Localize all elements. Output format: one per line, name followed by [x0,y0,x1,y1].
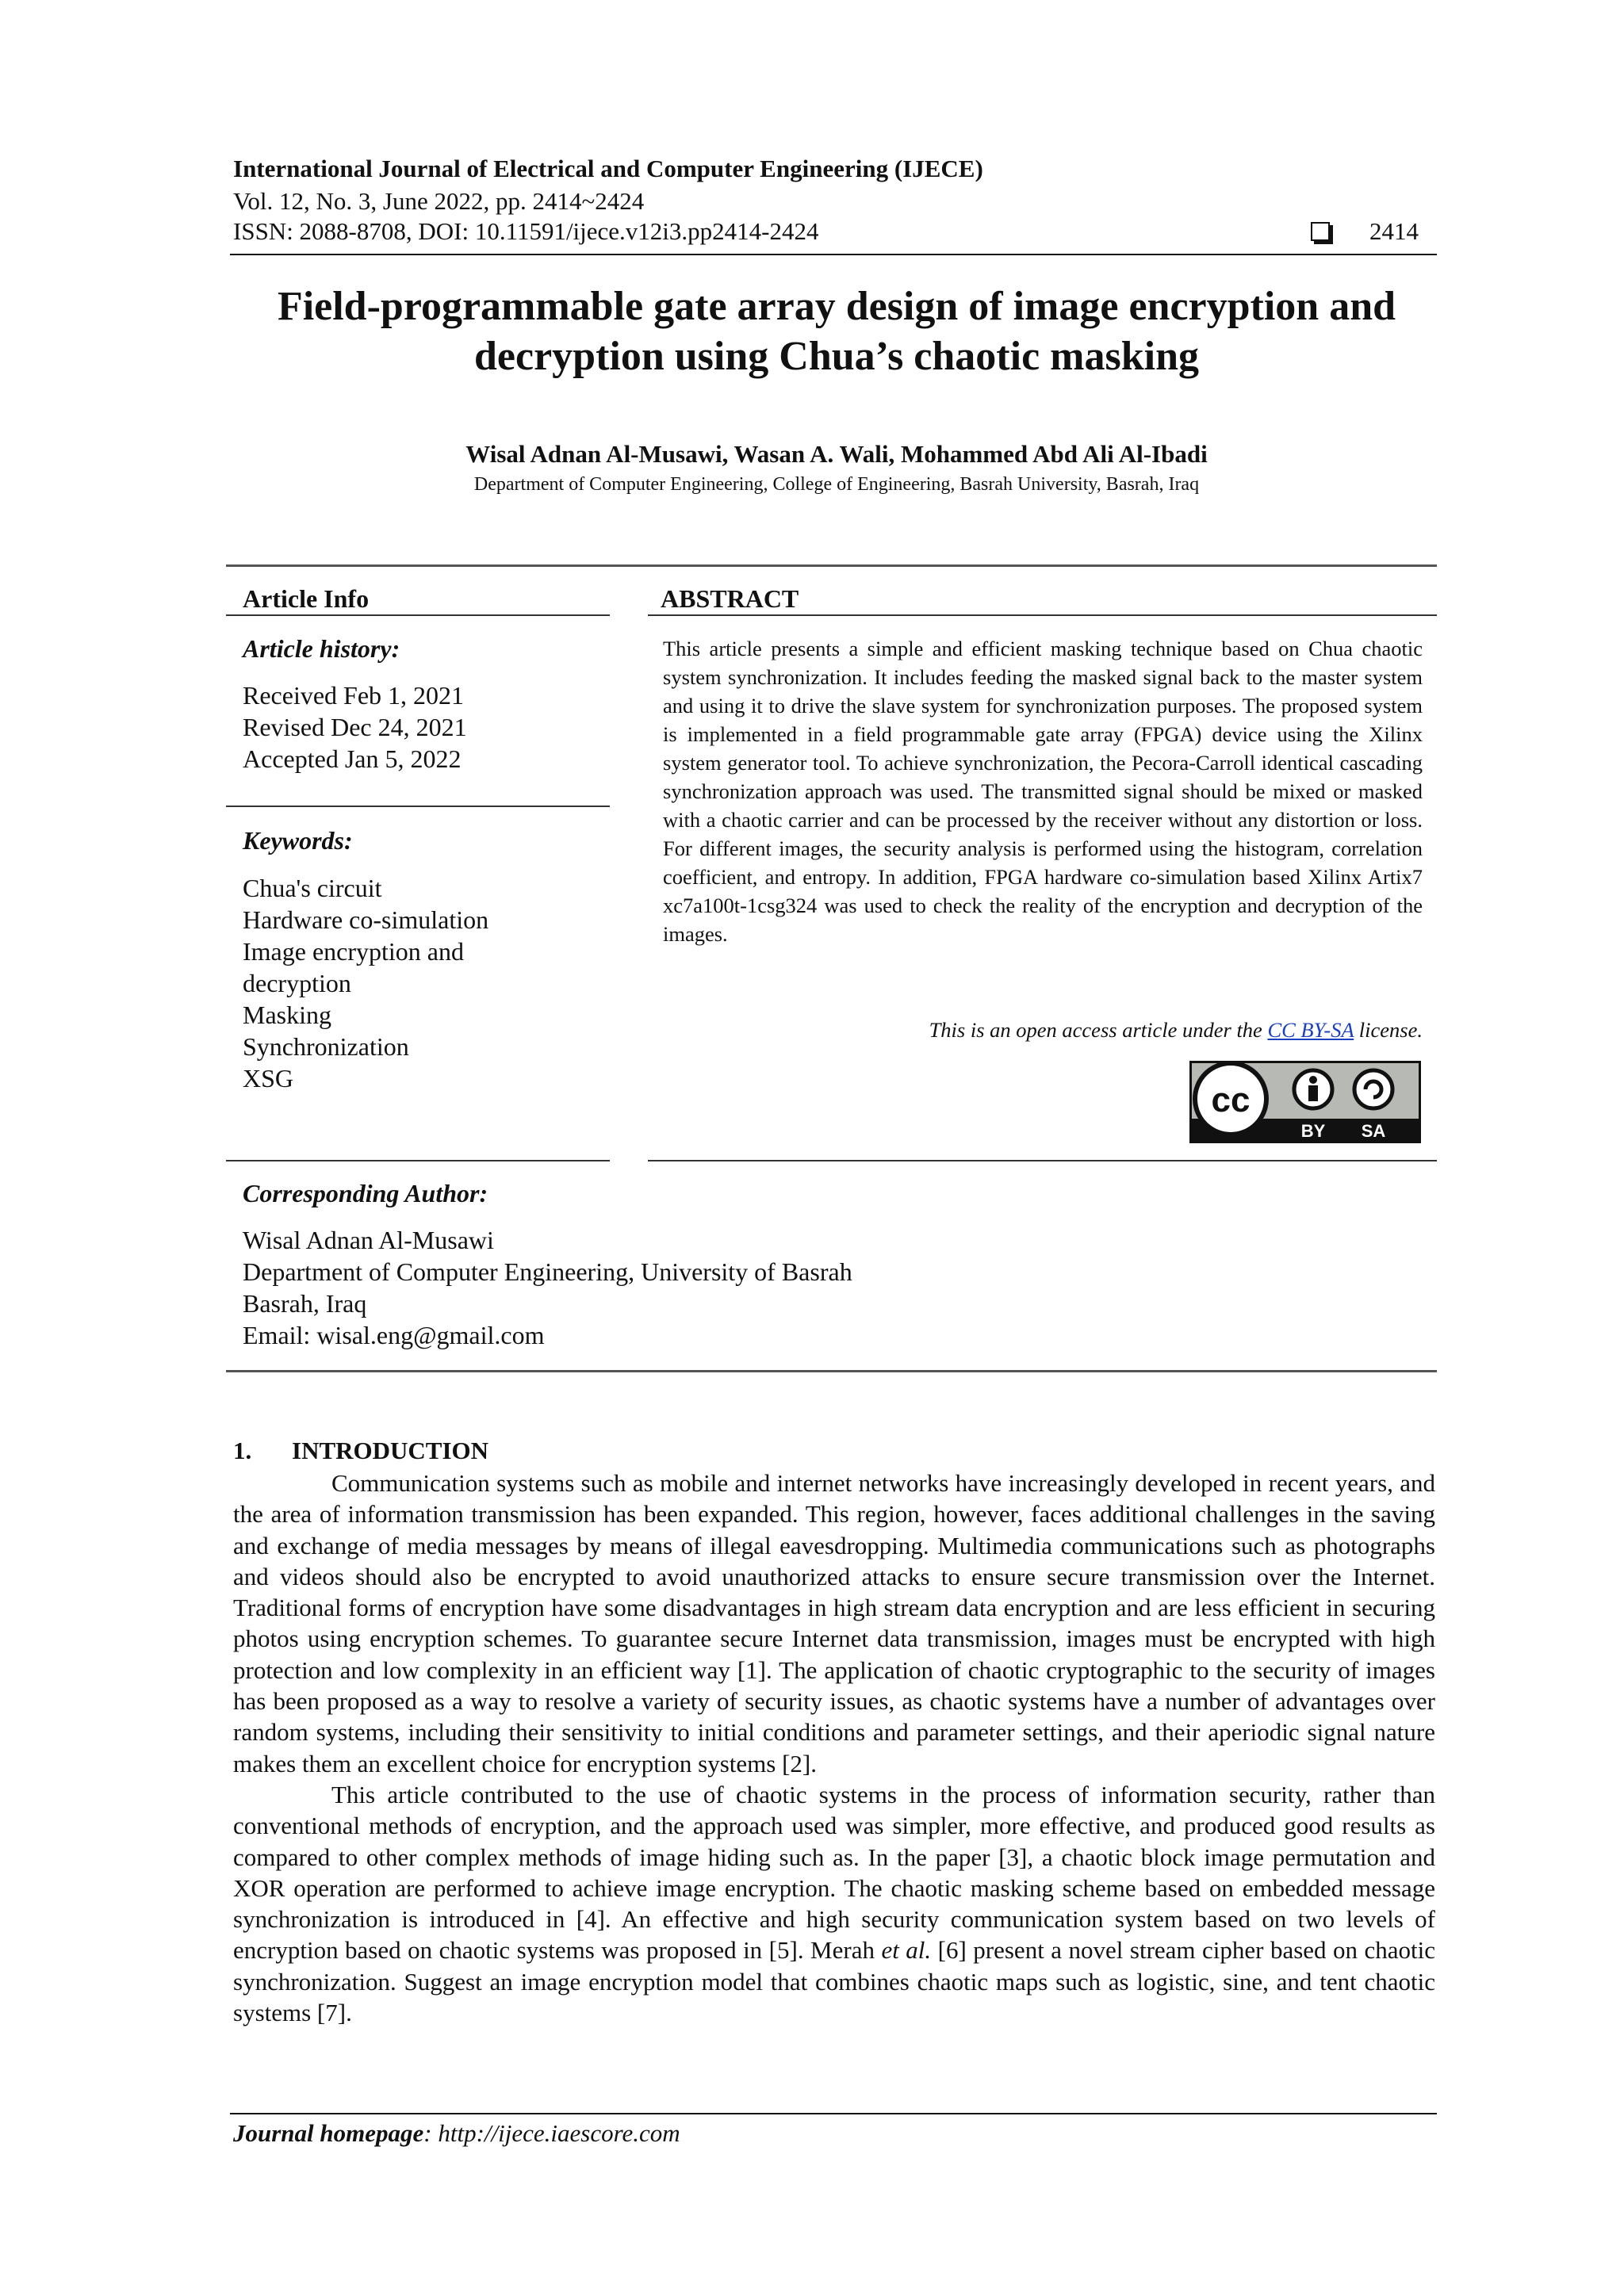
history-received: Received Feb 1, 2021 [243,681,465,710]
keyword: Hardware co-simulation [243,905,489,934]
abstract-heading: ABSTRACT [661,584,799,613]
keyword: decryption [243,969,351,997]
header-rule [230,254,1437,255]
abstract-text: This article presents a simple and efficient masking technique based on Chua chaotic system synchronization. It includes feeding the masked signal back to the master system and using it to drive the slave system for synchronization purposes. The proposed system is implemented in a field programmable gate array (FPGA) device using the Xilinx system generator tool. To achieve synchronization, the Pecora-Carroll identical cascading synchronization approach was used. The transmitted signal should be mixed or masked with a chaotic carrier and can be processed by the receiver without any distortion or loss. For different images, the security analysis is performed using the histogram, correlation coefficient, and entropy. In addition, FPGA hardware co-simulation based Xilinx Artix7 xc7a100t-1csg324 was used to check the reality of the encryption and decryption of the images. [663,637,1423,946]
corresponding-email: Email: wisal.eng@gmail.com [243,1321,545,1349]
section-heading-introduction [233,1437,488,1465]
divider [648,1160,1437,1161]
keyword: Synchronization [243,1032,409,1061]
journal-issn-doi: ISSN: 2088-8708, DOI: 10.11591/ijece.v12i3.pp2414-2424 [233,217,819,245]
share-alike-icon [1354,1070,1392,1108]
license-prefix: This is an open access article under the [929,1018,1268,1042]
history-revised: Revised Dec 24, 2021 [243,713,467,741]
homepage-label: Journal homepage [233,2119,424,2147]
authors: Wisal Adnan Al-Musawi, Wasan A. Wali, Mohammed Abd Ali Al-Ibadi [465,440,1208,468]
affiliation: Department of Computer Engineering, College of Engineering, Basrah University, Basrah, Iraq [473,474,1200,495]
keyword: Chua's circuit [243,874,382,902]
badge-sa-label: SA [1361,1121,1386,1141]
license-statement [663,1018,1423,1043]
history-accepted: Accepted Jan 5, 2022 [243,744,462,773]
square-bullet-icon [1311,222,1330,241]
attribution-icon-body [1308,1085,1318,1101]
corresponding-author-heading: Corresponding Author: [243,1179,488,1207]
intro-paragraph-1: Communication systems such as mobile and internet networks have increasingly developed in recent years, and the area of information transmission has been expanded. This region, however, faces additional challenges in the saving and exchange of media messages by means of illegal eavesdropping. Multimedia communications such as photographs and videos should also be encrypted to avoid unauthorized attacks to ensure secure transmission over the Internet. Traditional forms of encryption have some disadvantages in high stream data encryption and are less efficient in securing photos using encryption schemes. To guarantee secure Internet data transmission, images must be encrypted with high protection and low complexity in an efficient way [1]. The application of chaotic cryptographic to the security of images has been proposed as a way to resolve a variety of security issues, as chaotic systems have a number of advantages over random systems, including their sensitivity to initial conditions and parameter settings, and their aperiodic signal nature makes them an excellent choice for encryption systems [2]. [233,1469,1435,1777]
section-title: INTRODUCTION [292,1437,489,1464]
article-info-heading: Article Info [243,584,370,613]
paper-title-line2: decryption using Chua’s chaotic masking [474,334,1199,379]
badge-by-label: BY [1300,1121,1326,1141]
paper-title [182,281,1491,381]
cc-by-sa-badge[interactable] [1189,1061,1421,1143]
paper-title-line1: Field-programmable gate array design of image encryption and [277,284,1396,329]
divider [648,614,1437,616]
cc-icon-text: cc [1211,1081,1251,1119]
info-top-rule [226,564,1437,567]
divider [226,614,610,616]
keyword: Masking [243,1001,331,1029]
journal-name: International Journal of Electrical and Computer Engineering (IJECE) [233,155,983,182]
keyword: XSG [243,1064,294,1093]
page-number: 2414 [1369,217,1419,245]
journal-volume: Vol. 12, No. 3, June 2022, pp. 2414~2424 [233,187,645,215]
cc-by-sa-link[interactable]: CC BY-SA [1267,1018,1354,1042]
corresponding-author-details [243,1224,852,1351]
keyword: Image encryption and [243,937,464,966]
footer-rule [230,2113,1437,2114]
intro-paragraph-2 [233,1779,1435,2028]
introduction-body [233,1468,1435,2028]
article-history-heading: Article history: [243,634,400,663]
et-al: et al. [881,1936,932,1965]
corresponding-department: Department of Computer Engineering, University of Basrah [243,1257,852,1286]
corresponding-name: Wisal Adnan Al-Musawi [243,1226,494,1254]
divider [226,1160,610,1161]
keywords-list [243,872,488,1094]
keywords-heading: Keywords: [243,826,353,855]
journal-homepage [233,2119,680,2148]
homepage-url[interactable]: : http://ijece.iaescore.com [423,2119,680,2147]
info-bottom-rule [226,1370,1437,1372]
section-number: 1. [233,1437,252,1464]
intro-paragraph-2-merah: Merah [803,1936,882,1965]
attribution-icon-head [1309,1076,1317,1084]
article-history-list [243,679,467,775]
corresponding-location: Basrah, Iraq [243,1289,367,1318]
intro-paragraph-2-main: This article contributed to the use of chaotic systems in the process of information security, rather than conventional methods of encryption, and the approach used was simpler, more effective, and produced good results as compared to other complex methods of image hiding such as. In the paper [3], a chaotic block image permutation and XOR operation are performed to achieve image encryption. The chaotic masking scheme based on embedded message synchronization is introduced in [4]. An effective and high security communication system based on two levels of encryption based on chaotic systems was proposed in [5]. [233,1780,1435,1965]
divider [226,806,610,807]
intro-paragraph-2-end: [6] present a novel stream cipher based on chaotic synchronization. Suggest an image encryption model that combines chaotic maps such as logistic, sine, and tent chaotic systems [7]. [233,1936,1435,2027]
license-suffix: license. [1354,1018,1423,1042]
